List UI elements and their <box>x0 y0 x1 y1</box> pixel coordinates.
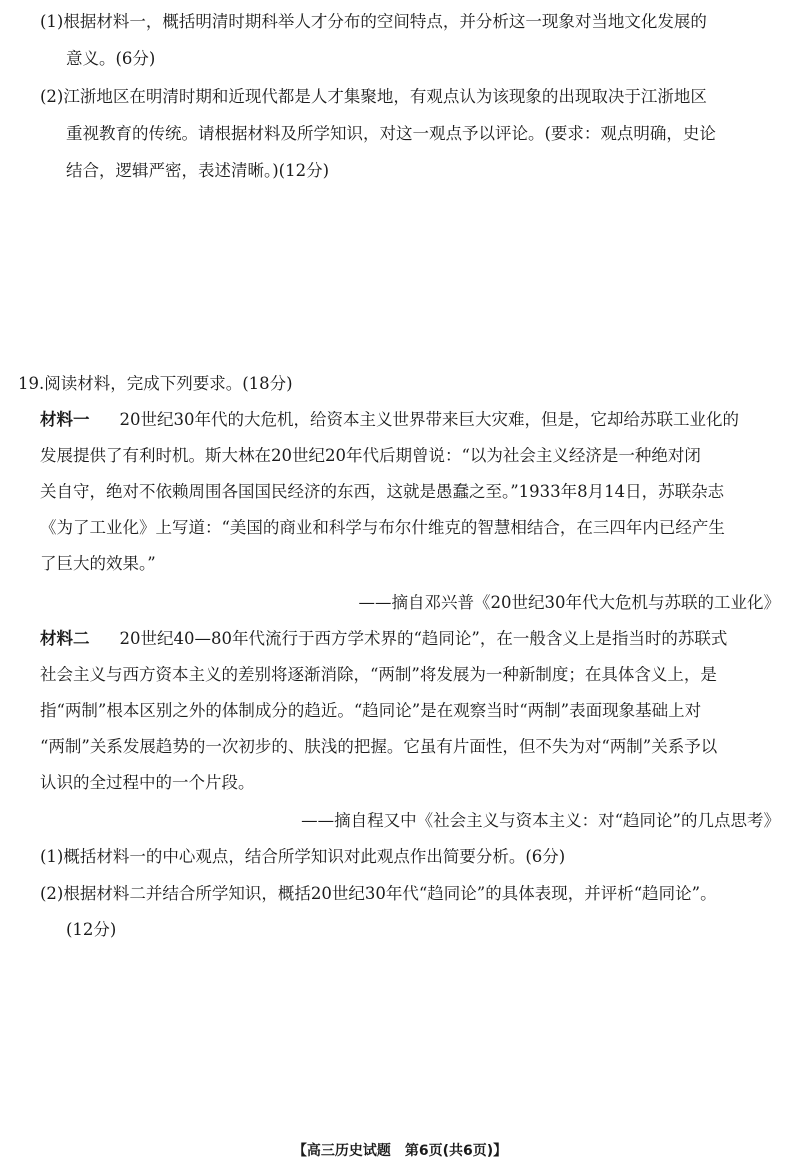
material1-line1: 20世纪30年代的大危机，给资本主义世界带来巨大灾难，但是，它却给苏联工业化的 <box>119 410 739 429</box>
material2-line5: 认识的全过程中的一个片段。 <box>40 773 255 792</box>
page-footer: 【高三历史试题 第6页(共6页)】 <box>292 1143 508 1159</box>
material1-label: 材料一 <box>40 410 90 429</box>
q19-heading: 19.阅读材料，完成下列要求。(18分) <box>18 374 293 393</box>
material2-line2: 社会主义与西方资本主义的差别将逐渐消除，“两制”将发展为一种新制度；在具体含义上，是 <box>40 665 717 684</box>
q19-sub2-line2: (12分) <box>66 920 117 939</box>
q19-sub1: (1)概括材料一的中心观点，结合所学知识对此观点作出简要分析。(6分) <box>40 847 566 866</box>
q18-sub1-line1: (1)根据材料一，概括明清时期科举人才分布的空间特点，并分析这一现象对当地文化发展的 <box>40 12 707 31</box>
material1-line4: 《为了工业化》上写道：“美国的商业和科学与布尔什维克的智慧相结合，在三四年内已经产生 <box>40 518 725 537</box>
material2-line3: 指“两制”根本区别之外的体制成分的趋近。“趋同论”是在观察当时“两制”表面现象基础上对 <box>40 701 702 720</box>
material2-label: 材料二 <box>40 629 90 648</box>
material1-line2: 发展提供了有利时机。斯大林在20世纪20年代后期曾说：“以为社会主义经济是一种绝对闭 <box>40 446 701 465</box>
q18-sub1-line2: 意义。(6分) <box>66 49 156 68</box>
material1-line3: 关自守，绝对不依赖周围各国国民经济的东西，这就是愚蠢之至。”1933年8月14日，苏联杂志 <box>40 482 725 501</box>
material2-first-line <box>40 631 727 648</box>
material1-first-line <box>40 412 739 429</box>
material2-line4: “两制”关系发展趋势的一次初步的、肤浅的把握。它虽有片面性，但不失为对“两制”关系予以 <box>40 737 718 756</box>
q18-sub2-line2: 重视教育的传统。请根据材料及所学知识，对这一观点予以评论。(要求：观点明确，史论 <box>66 124 716 143</box>
material2-line1: 20世纪40—80年代流行于西方学术界的“趋同论”，在一般含义上是指当时的苏联式 <box>119 629 728 648</box>
material1-source: ——摘自邓兴普《20世纪30年代大危机与苏联的工业化》 <box>358 593 780 612</box>
q18-sub2-line1: (2)江浙地区在明清时期和近现代都是人才集聚地，有观点认为该现象的出现取决于江浙地区 <box>40 87 707 106</box>
material2-source: ——摘自程又中《社会主义与资本主义：对“趋同论”的几点思考》 <box>301 811 780 830</box>
q19-sub2-line1: (2)根据材料二并结合所学知识，概括20世纪30年代“趋同论”的具体表现，并评析“趋同论”。 <box>40 884 717 903</box>
q18-sub2-line3: 结合，逻辑严密，表述清晰。)(12分) <box>66 161 330 180</box>
material1-line5: 了巨大的效果。” <box>40 554 156 573</box>
